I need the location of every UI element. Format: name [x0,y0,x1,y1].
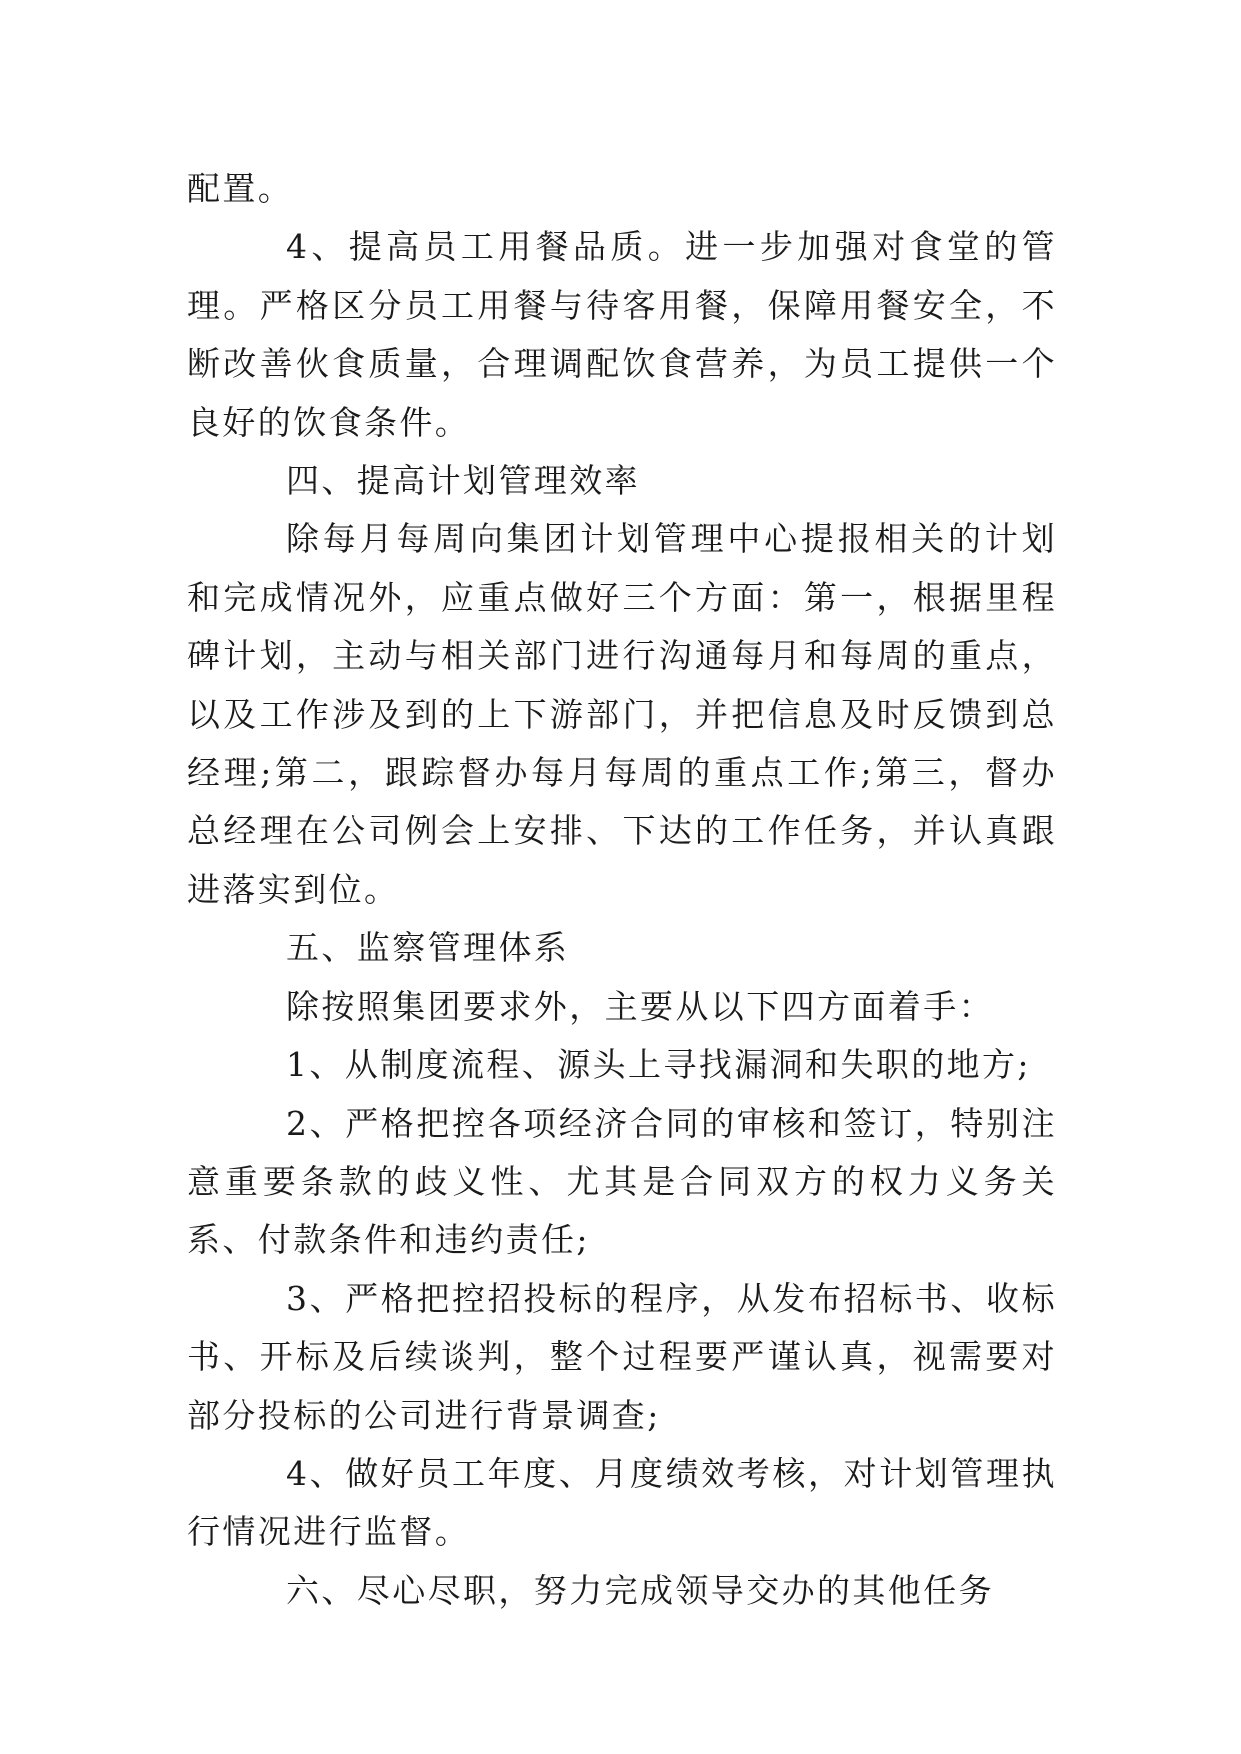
paragraph-plan-management: 除每月每周向集团计划管理中心提报相关的计划和完成情况外，应重点做好三个方面：第一，根据里程碑计划，主动与相关部门进行沟通每月和每周的重点，以及工作涉及到的上下游部门，并把信息及时反馈到总经理;第二，跟踪督办每月每周的重点工作;第三，督办总经理在公司例会上安排、下达的工作任务，并认真跟进落实到位。 [187,519,1057,909]
section-heading-5: 五、监察管理体系 [286,928,570,968]
section-heading-6: 六、尽心尽职，努力完成领导交办的其他任务 [286,1570,994,1610]
document-body [187,160,1057,1620]
list-item-1: 1、从制度流程、源头上寻找漏洞和失职的地方; [286,1045,1031,1085]
section-heading-4: 四、提高计划管理效率 [286,461,640,501]
paragraph-continuation: 配置。 [187,169,294,208]
paragraph-item-4-meal-quality: 4、提高员工用餐品质。进一步加强对食堂的管理。严格区分员工用餐与待客用餐，保障用餐安全，不断改善伙食质量，合理调配饮食营养，为员工提供一个良好的饮食条件。 [187,227,1057,442]
list-item-3: 3、严格把控招投标的程序，从发布招标书、收标书、开标及后续谈判，整个过程要严谨认真，视需要对部分投标的公司进行背景调查; [187,1278,1057,1435]
paragraph-supervision-intro: 除按照集团要求外，主要从以下四方面着手： [286,986,994,1026]
list-item-4: 4、做好员工年度、月度绩效考核，对计划管理执行情况进行监督。 [187,1453,1057,1552]
list-item-2: 2、严格把控各项经济合同的审核和签订，特别注意重要条款的歧义性、尤其是合同双方的权力义务关系、付款条件和违约责任; [187,1103,1057,1260]
